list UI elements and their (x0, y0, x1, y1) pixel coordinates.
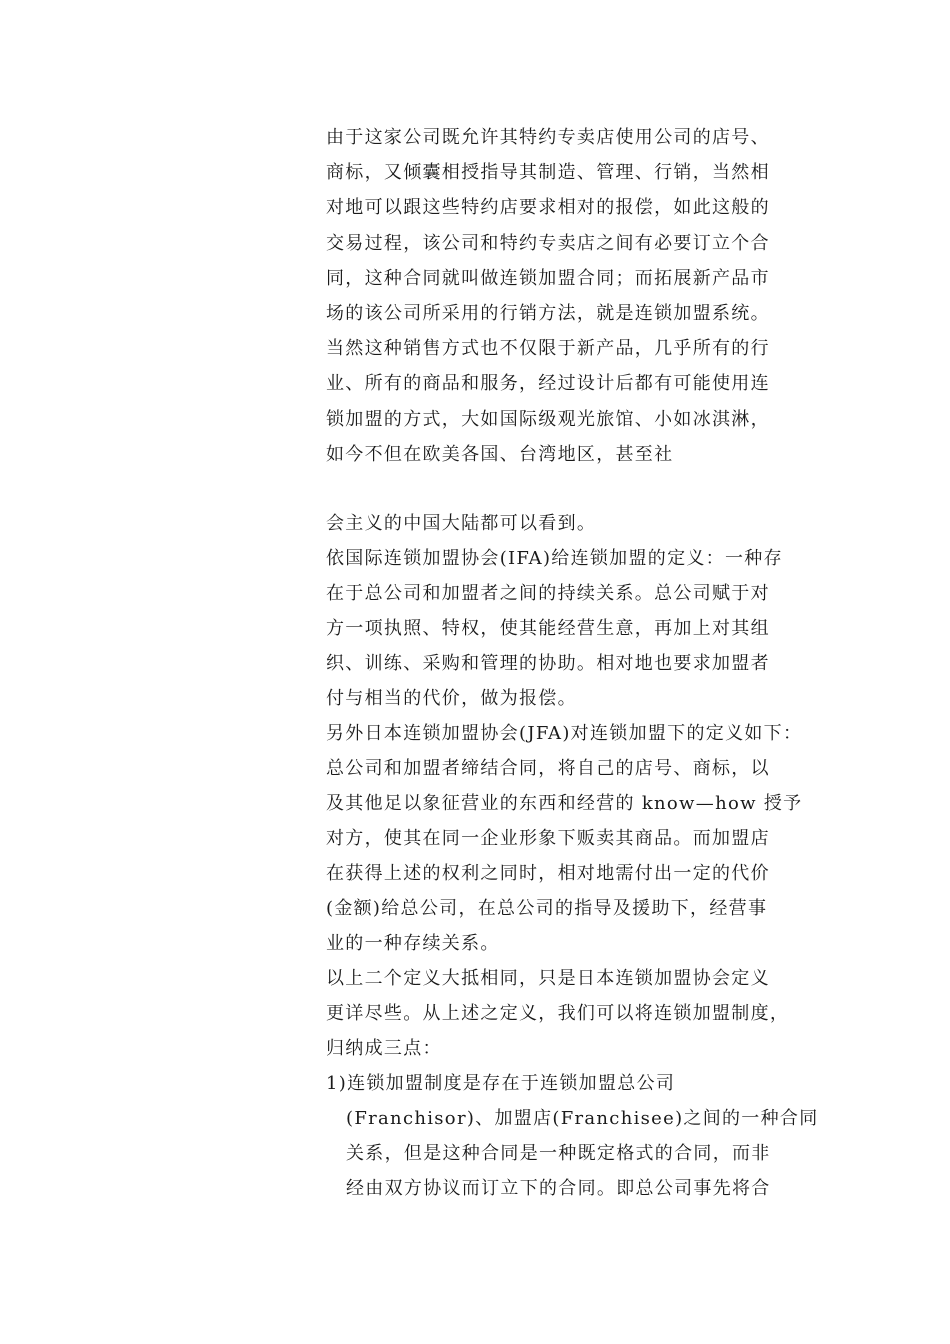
text-line: 付与相当的代价，做为报偿。 (326, 688, 577, 709)
text-line: 关系，但是这种合同是一种既定格式的合同，而非 (346, 1143, 771, 1164)
text-line: 另外日本连锁加盟协会(JFA)对连锁加盟下的定义如下： (326, 723, 803, 744)
text-line: 方一项执照、特权，使其能经营生意，再加上对其组 (326, 618, 770, 639)
text-line: 业、所有的商品和服务，经过设计后都有可能使用连 (326, 373, 770, 395)
text-line: 在获得上述的权利之同时，相对地需付出一定的代价 (326, 863, 770, 884)
text-line: 1)连锁加盟制度是存在于连锁加盟总公司 (326, 1073, 676, 1094)
text-line: 在于总公司和加盟者之间的持续关系。总公司赋于对 (326, 583, 770, 604)
text-line: 对地可以跟这些特约店要求相对的报偿，如此这般的 (326, 197, 770, 219)
text-line: 更详尽些。从上述之定义，我们可以将连锁加盟制度， (326, 1003, 790, 1024)
text-line: 当然这种销售方式也不仅限于新产品，几乎所有的行 (326, 338, 770, 360)
text-line: 经由双方协议而订立下的合同。即总公司事先将合 (346, 1178, 771, 1199)
text-line: 同，这种合同就叫做连锁加盟合同；而拓展新产品市 (326, 267, 770, 289)
text-line: 商标，又倾囊相授指导其制造、管理、行销，当然相 (326, 162, 770, 184)
text-line: 锁加盟的方式，大如国际级观光旅馆、小如冰淇淋， (326, 408, 770, 430)
text-line: 归纳成三点： (326, 1038, 442, 1059)
text-line: 如今不但在欧美各国、台湾地区，甚至社 (326, 443, 674, 465)
text-line: 由于这家公司既允许其特约专卖店使用公司的店号、 (326, 127, 770, 148)
text-line: 交易过程，该公司和特约专卖店之间有必要订立个合 (326, 232, 770, 254)
text-line: 及其他足以象征营业的东西和经营的 know—how 授予 (326, 793, 803, 814)
text-line: 依国际连锁加盟协会(IFA)给连锁加盟的定义：一种存 (326, 548, 783, 569)
text-line: 场的该公司所采用的行销方法，就是连锁加盟系统。 (326, 303, 770, 324)
text-line: 业的一种存续关系。 (326, 933, 500, 954)
text-line: 对方，使其在同一企业形象下贩卖其商品。而加盟店 (326, 828, 770, 849)
text-line: 总公司和加盟者缔结合同，将自己的店号、商标，以 (326, 758, 770, 779)
text-line: 以上二个定义大抵相同，只是日本连锁加盟协会定义 (326, 968, 770, 989)
text-line: 织、训练、采购和管理的协助。相对地也要求加盟者 (326, 653, 770, 674)
text-line: 会主义的中国大陆都可以看到。 (326, 513, 597, 534)
text-line: (Franchisor)、加盟店(Franchisee)之间的一种合同 (346, 1108, 819, 1129)
text-line: (金额)给总公司，在总公司的指导及援助下，经营事 (326, 898, 768, 919)
